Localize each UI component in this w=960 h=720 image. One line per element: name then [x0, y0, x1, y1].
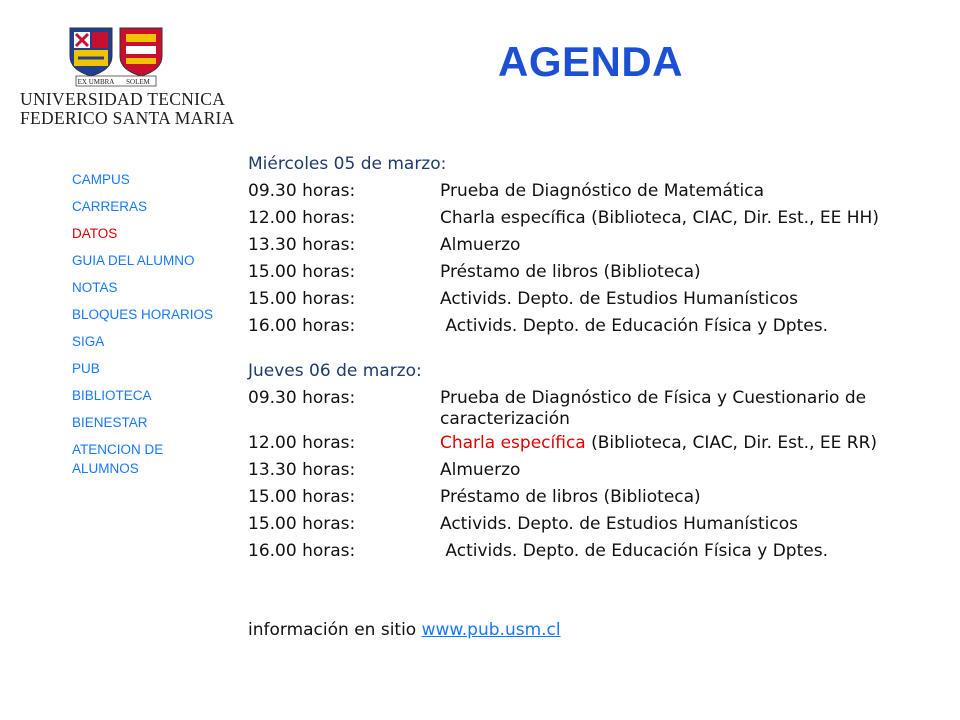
event-time: 15.00 horas: [248, 487, 356, 507]
event-activity-rest: (Biblioteca, CIAC, Dir. Est., EE RR) [585, 433, 878, 453]
motto-right: SOLEM [126, 78, 150, 86]
motto-left: EX UMBRA [77, 78, 115, 86]
day-heading-wednesday: Miércoles 05 de marzo: [248, 154, 447, 174]
event-activity: Préstamo de libros (Biblioteca) [440, 262, 701, 282]
sidebar-item-biblioteca[interactable]: BIBLIOTECA [72, 388, 152, 403]
event-time: 15.00 horas: [248, 262, 356, 282]
agenda-row [248, 385, 948, 430]
agenda-row [248, 259, 948, 286]
university-crest-icon [66, 26, 166, 88]
agenda-row [248, 511, 948, 538]
sidebar-item-datos[interactable]: DATOS [72, 226, 118, 241]
university-name [20, 90, 235, 128]
event-activity: Activids. Depto. de Estudios Humanísticos [440, 514, 798, 534]
event-activity: Prueba de Diagnóstico de Física y Cuestionario de caracterización [440, 388, 867, 429]
event-time: 12.00 horas: [248, 433, 356, 453]
agenda-row [248, 205, 948, 232]
university-name-line2: FEDERICO SANTA MARIA [20, 108, 235, 128]
event-activity: Activids. Depto. de Educación Física y Dptes. [440, 316, 828, 336]
event-activity: Almuerzo [440, 235, 521, 255]
agenda-row [248, 457, 948, 484]
event-activity: Almuerzo [440, 460, 521, 480]
event-time: 09.30 horas: [248, 388, 356, 408]
event-activity: Préstamo de libros (Biblioteca) [440, 487, 701, 507]
sidebar-item-carreras[interactable]: CARRERAS [72, 199, 148, 214]
agenda-row [248, 178, 948, 205]
event-activity: Activids. Depto. de Educación Física y Dptes. [440, 541, 828, 561]
university-logo [16, 22, 235, 132]
event-activity: Charla específica (Biblioteca, CIAC, Dir. Est., EE HH) [440, 208, 879, 228]
sidebar-item-pub[interactable]: PUB [72, 361, 100, 376]
agenda-row [248, 430, 948, 457]
event-activity-highlight: Charla específica [440, 433, 586, 453]
university-name-line1: UNIVERSIDAD TECNICA [20, 89, 226, 109]
info-text: información en sitio [248, 620, 422, 640]
sidebar-item-siga[interactable]: SIGA [72, 334, 105, 349]
agenda-content [248, 151, 948, 644]
sidebar-item-guia-del-alumno[interactable]: GUIA DEL ALUMNO [72, 253, 195, 268]
agenda-row [248, 484, 948, 511]
pub-website-link[interactable]: www.pub.usm.cl [421, 620, 561, 640]
sidebar-item-notas[interactable]: NOTAS [72, 280, 118, 295]
sidebar-item-bienestar[interactable]: BIENESTAR [72, 415, 148, 430]
page-title: AGENDA [498, 38, 684, 85]
day-heading-thursday: Jueves 06 de marzo: [248, 361, 422, 381]
agenda-row [248, 286, 948, 313]
event-time: 13.30 horas: [248, 235, 356, 255]
event-time: 09.30 horas: [248, 181, 356, 201]
event-activity [440, 430, 948, 457]
agenda-row [248, 313, 948, 340]
info-line [248, 617, 948, 644]
event-time: 12.00 horas: [248, 208, 356, 228]
agenda-row [248, 232, 948, 259]
sidebar-item-bloques-horarios[interactable]: BLOQUES HORARIOS [72, 307, 214, 322]
sidebar-nav [72, 170, 222, 486]
event-time: 15.00 horas: [248, 289, 356, 309]
event-activity: Prueba de Diagnóstico de Matemática [440, 181, 765, 201]
event-time: 16.00 horas: [248, 541, 356, 561]
event-time: 16.00 horas: [248, 316, 356, 336]
event-time: 13.30 horas: [248, 460, 356, 480]
event-activity: Activids. Depto. de Estudios Humanísticos [440, 289, 798, 309]
agenda-row [248, 538, 948, 565]
sidebar-item-atencion-de-alumnos[interactable]: ATENCION DE ALUMNOS [72, 442, 164, 476]
sidebar-item-campus[interactable]: CAMPUS [72, 172, 130, 187]
event-time: 15.00 horas: [248, 514, 356, 534]
